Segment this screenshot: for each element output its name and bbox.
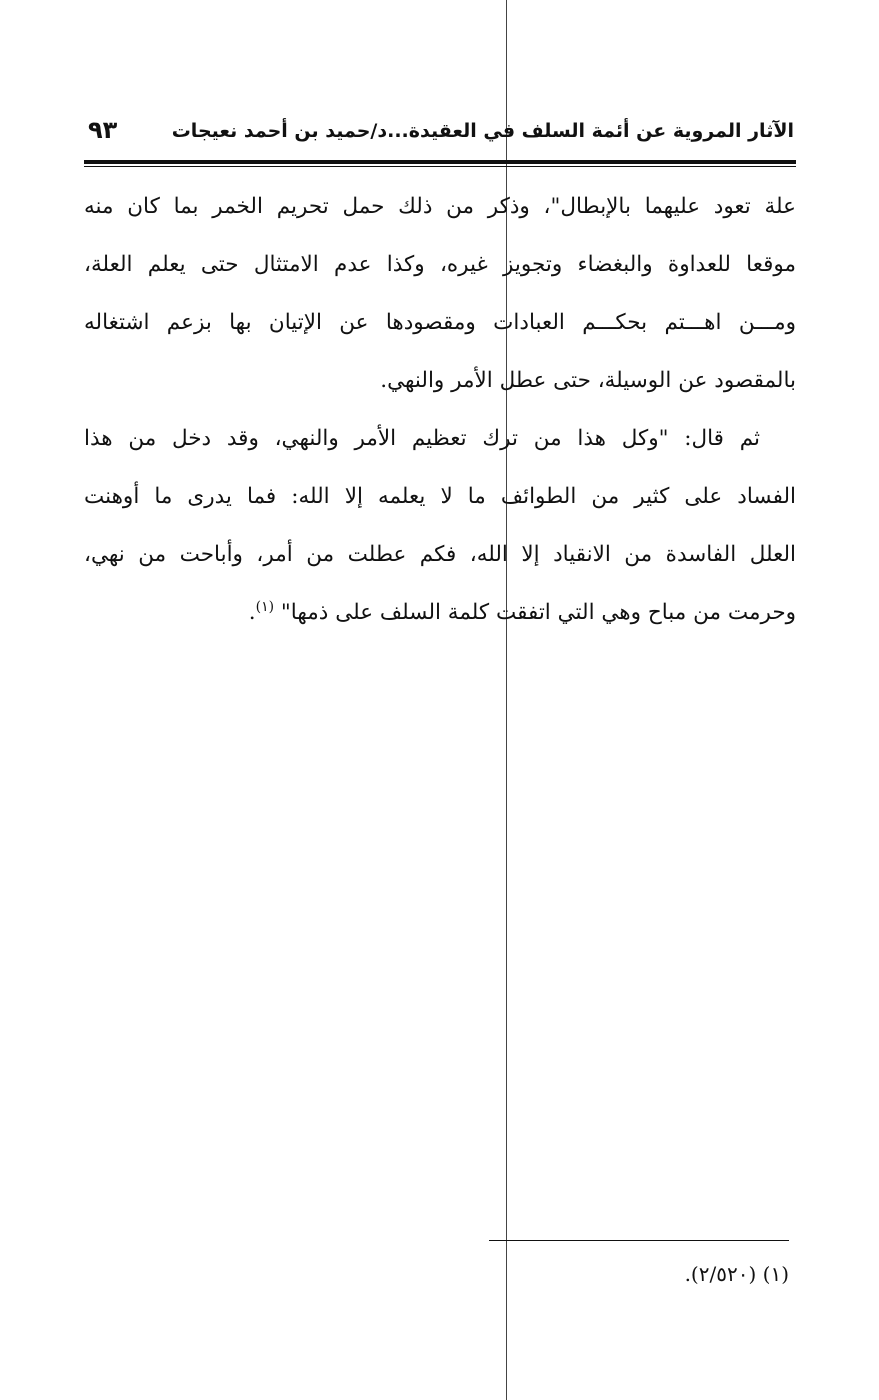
text-line: موقعا للعداوة والبغضاء وتجويز غيره، وكذا عدم الامتثال حتى يعلم العلة،	[84, 252, 796, 277]
text-line: ثم قال: "وكل هذا من ترك تعظيم الأمر والنهي، وقد دخل من هذا	[84, 426, 760, 451]
text-segment: وحرمت من مباح وهي التي اتفقت كلمة السلف على ذمها"	[280, 600, 796, 625]
header-rule-thick	[84, 160, 796, 164]
text-line: علة تعود عليهما بالإبطال"، وذكر من ذلك حمل تحريم الخمر بما كان منه	[84, 194, 796, 219]
footnote: (١) (٢/٥٢٠).	[684, 1262, 789, 1286]
header-rule-thin	[84, 166, 796, 167]
header-title: الآثار المروية عن أئمة السلف في العقيدة...د/حميد بن أحمد نعيجات	[171, 120, 794, 142]
text-line: بالمقصود عن الوسيلة، حتى عطل الأمر والنهي.	[380, 368, 796, 393]
footnote-separator	[489, 1240, 789, 1241]
page-number: ٩٣	[88, 116, 118, 144]
text-line: ومـــن اهـــتم بحكـــم العبادات ومقصودها عن الإتيان بها بزعم اشتغاله	[84, 310, 796, 335]
closing-punctuation: .	[248, 600, 256, 625]
footnote-marker[interactable]: (١)	[255, 598, 275, 615]
text-line-with-footnote	[84, 584, 796, 642]
text-line: الفساد على كثير من الطوائف ما لا يعلمه إلا الله: فما يدرى ما أوهنت	[84, 484, 796, 509]
main-text	[84, 178, 796, 642]
running-header	[84, 112, 796, 154]
text-line: العلل الفاسدة من الانقياد إلا الله، فكم عطلت من أمر، وأباحت من نهي،	[84, 542, 796, 567]
